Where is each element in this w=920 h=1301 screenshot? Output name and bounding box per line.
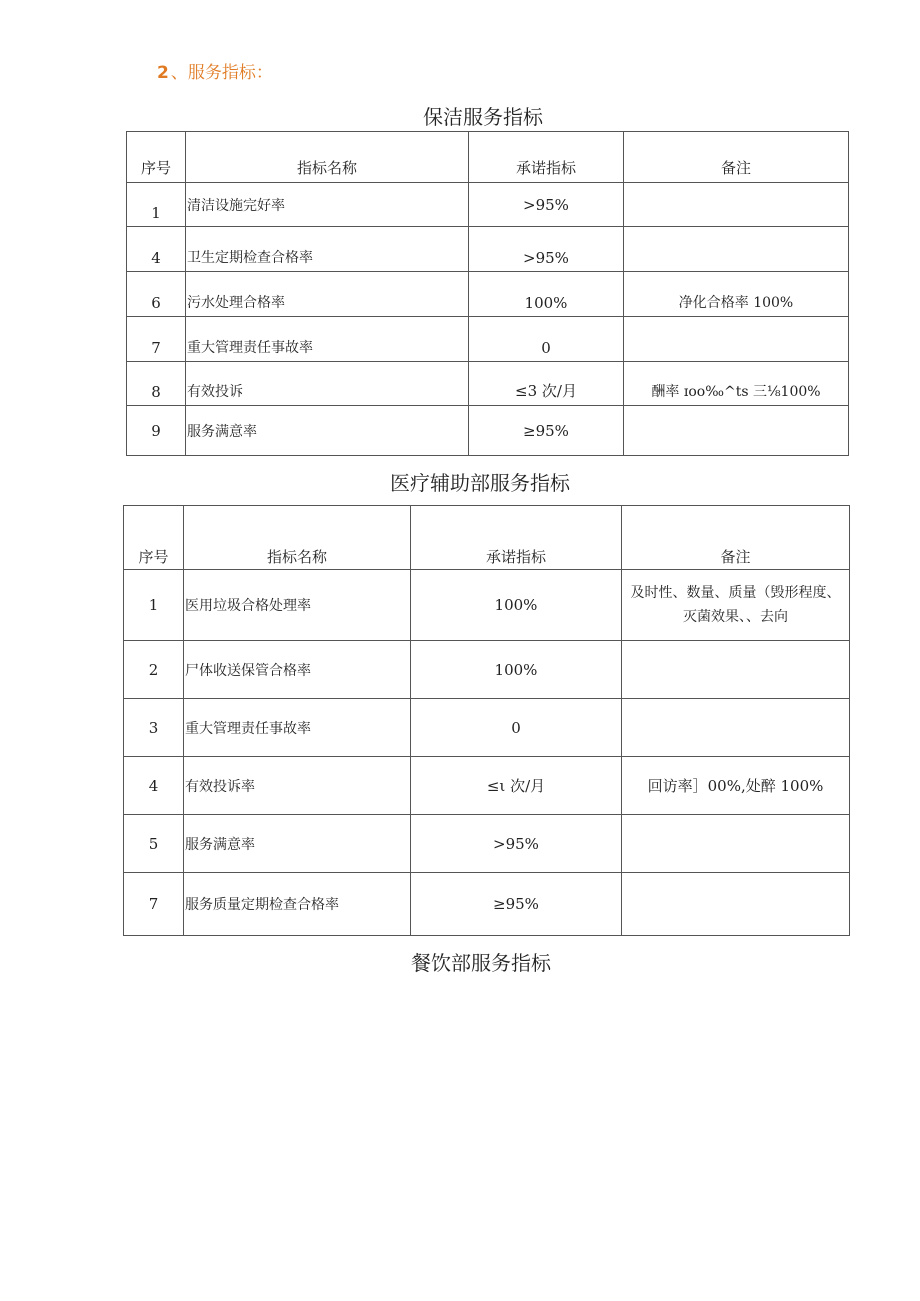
table-row xyxy=(124,570,850,641)
row-value: >95% xyxy=(469,183,624,227)
row-value: >95% xyxy=(411,815,622,873)
row-value: 0 xyxy=(411,699,622,757)
table-row xyxy=(124,757,850,815)
row-name: 服务满意率 xyxy=(186,406,469,456)
table-row xyxy=(127,362,849,406)
row-value: ≤3 次/月 xyxy=(469,362,624,406)
section-title: 、服务指标： xyxy=(170,63,273,83)
row-no: 4 xyxy=(124,757,184,815)
row-no: 8 xyxy=(127,362,186,406)
row-name: 有效投诉 xyxy=(186,362,469,406)
row-no: 7 xyxy=(127,317,186,362)
row-value: >95% xyxy=(469,227,624,272)
row-note: 及时性、数量、质量（毁形程度、灭菌效果、、去向 xyxy=(622,570,850,641)
row-note xyxy=(622,641,850,699)
row-name: 服务质量定期检查合格率 xyxy=(184,873,411,936)
row-value: 100% xyxy=(411,570,622,641)
row-no: 6 xyxy=(127,272,186,317)
row-no: 7 xyxy=(124,873,184,936)
header-cell-name: 指标名称 xyxy=(184,506,411,570)
table-row xyxy=(124,873,850,936)
row-value: ≥95% xyxy=(411,873,622,936)
table-row xyxy=(127,183,849,227)
row-value: 0 xyxy=(469,317,624,362)
row-name: 卫生定期检查合格率 xyxy=(186,227,469,272)
row-note: 酬率 ɪoo‰^ts 三⅛100% xyxy=(624,362,849,406)
header-cell-value: 承诺指标 xyxy=(469,132,624,183)
table-row xyxy=(127,272,849,317)
section-heading xyxy=(157,58,273,83)
table-header-row xyxy=(124,506,850,570)
row-note xyxy=(622,815,850,873)
header-cell-note: 备注 xyxy=(624,132,849,183)
table-caption-medical-support: 医疗辅助部服务指标 xyxy=(390,471,570,495)
row-no: 3 xyxy=(124,699,184,757)
cleaning-indicators-table xyxy=(126,131,849,456)
table-row xyxy=(124,815,850,873)
table-row xyxy=(127,406,849,456)
row-no: 4 xyxy=(127,227,186,272)
header-cell-no: 序号 xyxy=(124,506,184,570)
header-cell-value: 承诺指标 xyxy=(411,506,622,570)
header-cell-name: 指标名称 xyxy=(186,132,469,183)
row-name: 有效投诉率 xyxy=(184,757,411,815)
row-no: 2 xyxy=(124,641,184,699)
row-note xyxy=(624,317,849,362)
header-cell-note: 备注 xyxy=(622,506,850,570)
row-note xyxy=(622,873,850,936)
row-name: 重大管理责任事故率 xyxy=(186,317,469,362)
row-value: 100% xyxy=(411,641,622,699)
row-no: 9 xyxy=(127,406,186,456)
section-number: 2 xyxy=(157,63,169,83)
table-row xyxy=(127,317,849,362)
table-row xyxy=(124,699,850,757)
table-row xyxy=(127,227,849,272)
row-no: 1 xyxy=(124,570,184,641)
table-caption-catering: 餐饮部服务指标 xyxy=(411,951,551,975)
row-value: 100% xyxy=(469,272,624,317)
row-name: 重大管理责任事故率 xyxy=(184,699,411,757)
row-name: 服务满意率 xyxy=(184,815,411,873)
row-name: 清洁设施完好率 xyxy=(186,183,469,227)
row-no: 5 xyxy=(124,815,184,873)
row-note xyxy=(624,183,849,227)
row-note: 回访率］00%,处醉 100% xyxy=(622,757,850,815)
row-name: 医用垃圾合格处理率 xyxy=(184,570,411,641)
row-name: 尸体收送保管合格率 xyxy=(184,641,411,699)
row-value: ≥95% xyxy=(469,406,624,456)
table-row xyxy=(124,641,850,699)
medical-support-indicators-table xyxy=(123,505,850,936)
row-note xyxy=(624,406,849,456)
row-note xyxy=(624,227,849,272)
row-value: ≤ι 次/月 xyxy=(411,757,622,815)
row-note: 净化合格率 100% xyxy=(624,272,849,317)
row-name: 污水处理合格率 xyxy=(186,272,469,317)
table-header-row xyxy=(127,132,849,183)
table-caption-cleaning: 保洁服务指标 xyxy=(423,105,543,129)
header-cell-no: 序号 xyxy=(127,132,186,183)
row-note xyxy=(622,699,850,757)
row-no: 1 xyxy=(127,183,186,227)
